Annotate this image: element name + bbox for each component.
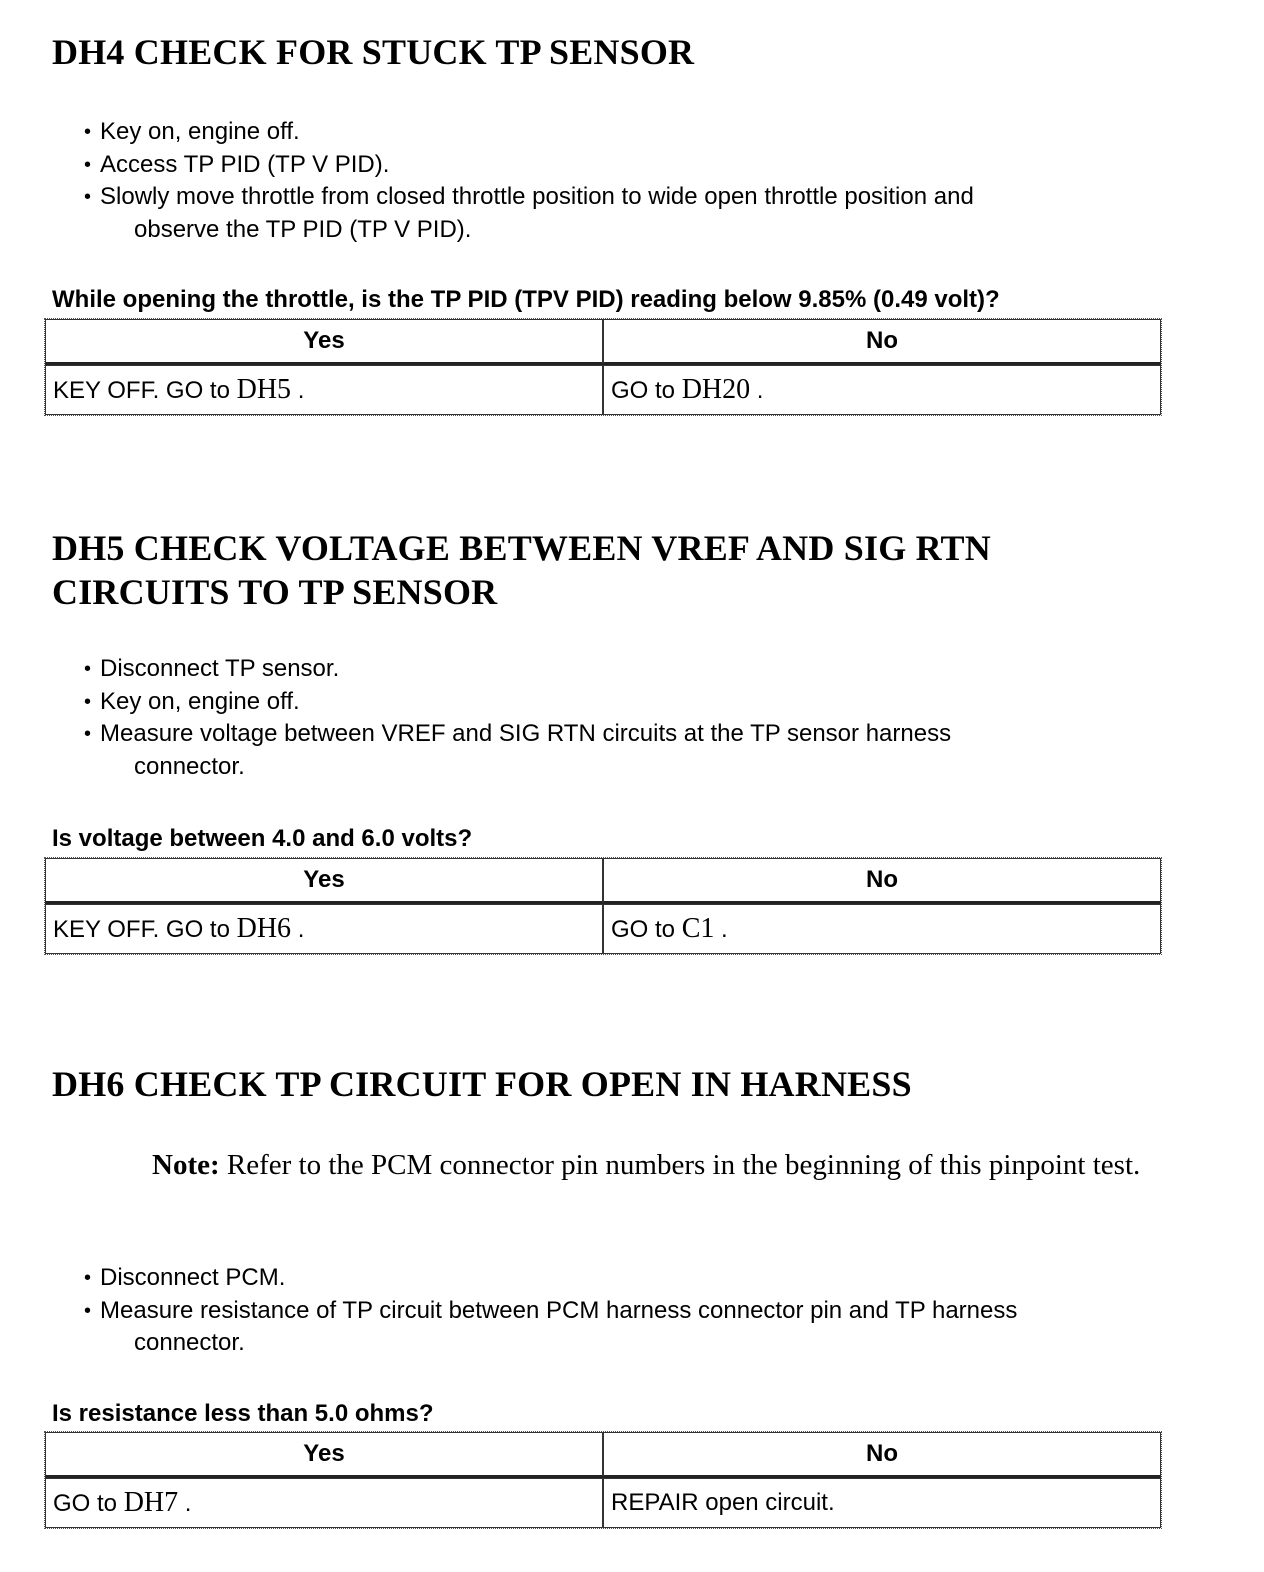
dh7-link[interactable]: DH7 <box>123 1487 179 1518</box>
dh4-steps <box>84 116 1164 246</box>
dh6-title: DH6 CHECK TP CIRCUIT FOR OPEN IN HARNESS <box>52 1064 912 1104</box>
yes-cell: KEY OFF. GO to DH5 . <box>45 365 603 415</box>
dh4-title: DH4 CHECK FOR STUCK TP SENSOR <box>52 32 695 72</box>
table-header-row <box>45 858 1161 904</box>
dh4-result-table <box>44 318 1162 416</box>
dh4-section <box>52 30 1212 74</box>
dh6-steps <box>84 1262 1164 1360</box>
dh5-steps <box>84 653 1164 783</box>
dh6-result-table <box>44 1431 1162 1529</box>
no-header: No <box>603 319 1161 365</box>
table-row <box>45 904 1161 954</box>
dh4-question: While opening the throttle, is the TP PID (TPV PID) reading below 9.85% (0.49 volt)? <box>52 286 1000 313</box>
table-header-row <box>45 319 1161 365</box>
list-item: • Disconnect PCM. <box>84 1264 286 1291</box>
dh20-link[interactable]: DH20 <box>681 374 751 405</box>
yes-header: Yes <box>45 1432 603 1478</box>
dh6-note: Note: Refer to the PCM connector pin numbers in the beginning of this pinpoint test. <box>152 1149 1141 1181</box>
table-row <box>45 365 1161 415</box>
yes-header: Yes <box>45 319 603 365</box>
yes-cell: KEY OFF. GO to DH6 . <box>45 904 603 954</box>
list-item: • Measure resistance of TP circuit between PCM harness connector pin and TP harness connector. <box>84 1296 1018 1356</box>
list-item: • Disconnect TP sensor. <box>84 655 340 682</box>
dh5-question: Is voltage between 4.0 and 6.0 volts? <box>52 825 473 852</box>
list-item: • Key on, engine off. <box>84 687 300 715</box>
c1-link[interactable]: C1 <box>681 913 715 944</box>
list-item: • Slowly move throttle from closed throttle position to wide open throttle position and observe the TP PID (TP V PID). <box>84 183 974 243</box>
dh5-title: DH5 CHECK VOLTAGE BETWEEN VREF AND SIG RTN CIRCUITS TO TP SENSOR <box>52 528 991 612</box>
dh6-section <box>52 1062 1212 1106</box>
dh5-result-table <box>44 857 1162 955</box>
dh5-section <box>52 526 1212 614</box>
yes-header: Yes <box>45 858 603 904</box>
no-header: No <box>603 1432 1161 1478</box>
no-header: No <box>603 858 1161 904</box>
list-item: • Key on, engine off. <box>84 118 300 145</box>
dh5-link[interactable]: DH5 <box>236 374 292 405</box>
dh6-link[interactable]: DH6 <box>236 913 292 944</box>
no-cell: GO to DH20 . <box>603 365 1161 415</box>
list-item: • Measure voltage between VREF and SIG RTN circuits at the TP sensor harness connector. <box>84 720 952 780</box>
yes-cell: GO to DH7 . <box>45 1478 603 1528</box>
table-row <box>45 1478 1161 1528</box>
no-cell: REPAIR open circuit. <box>603 1478 1161 1528</box>
dh6-question: Is resistance less than 5.0 ohms? <box>52 1400 434 1427</box>
table-header-row <box>45 1432 1161 1478</box>
no-cell: GO to C1 . <box>603 904 1161 954</box>
list-item: • Access TP PID (TP V PID). <box>84 150 390 178</box>
